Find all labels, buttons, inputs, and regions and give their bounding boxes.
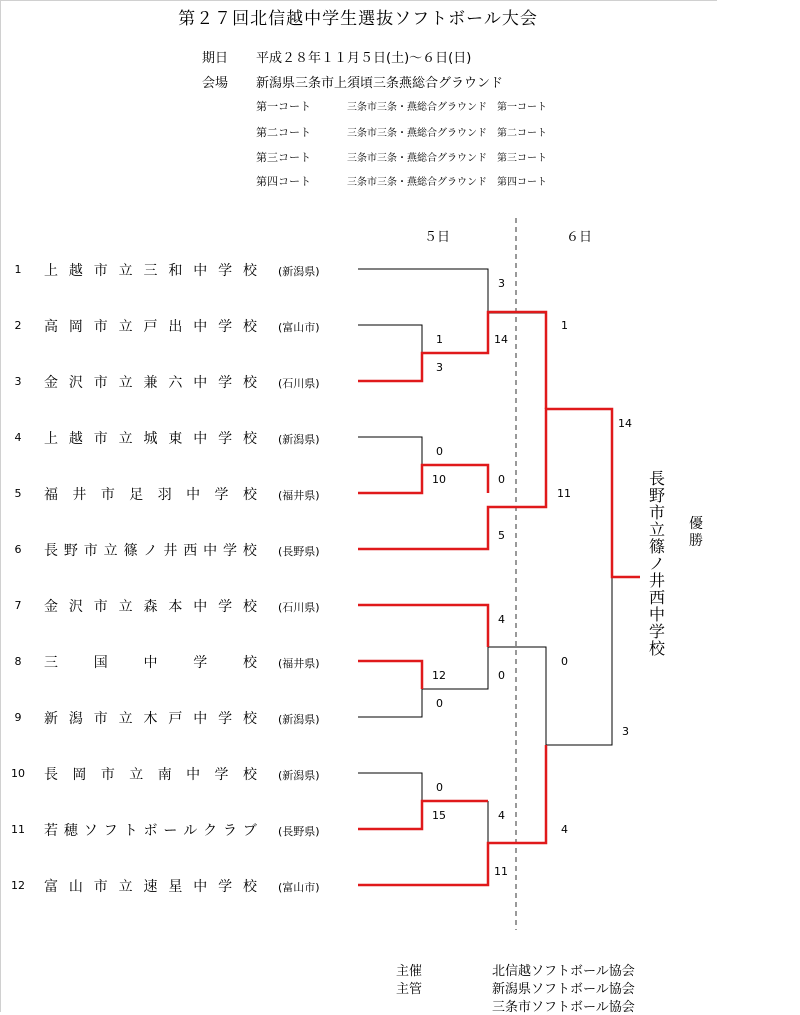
team-name: 若 穂 ソ フ ト ボ ー ル ク ラ ブ <box>44 823 257 839</box>
win-line <box>358 312 546 409</box>
score-label: 0 <box>498 473 505 486</box>
seed-number: 11 <box>11 823 25 836</box>
team-row <box>0 708 370 728</box>
champion-name: 長 野 市 立 篠 ノ 井 西 中 学 校 <box>648 469 665 658</box>
score-label: 15 <box>432 809 446 822</box>
score-label: 5 <box>498 529 505 542</box>
score-label: 0 <box>561 655 568 668</box>
seed-number: 6 <box>14 543 22 556</box>
team-row <box>0 596 370 616</box>
score-label: 4 <box>498 809 505 822</box>
champion-label: 優 勝 <box>689 516 703 549</box>
score-label: 1 <box>561 319 568 332</box>
seed-number: 10 <box>11 767 25 780</box>
team-row <box>0 820 370 840</box>
score-label: 0 <box>436 445 443 458</box>
seed-number: 8 <box>14 655 22 668</box>
score-label: 11 <box>557 487 571 500</box>
score-label: 3 <box>498 277 505 290</box>
team-name: 富 山 市 立 速 星 中 学 校 <box>44 879 257 895</box>
bracket-line <box>488 647 546 745</box>
score-label: 10 <box>432 473 446 486</box>
bracket-line <box>358 269 488 312</box>
team-row <box>0 372 370 392</box>
score-label: 3 <box>622 725 629 738</box>
team-name: 三 国 中 学 校 <box>44 655 257 671</box>
seed-number: 1 <box>14 263 22 276</box>
score-label: 0 <box>436 781 443 794</box>
team-prefecture: (新潟県) <box>278 713 320 726</box>
team-prefecture: (富山市) <box>278 881 320 894</box>
win-line <box>358 465 488 493</box>
team-prefecture: (新潟県) <box>278 769 320 782</box>
team-name: 新 潟 市 立 木 戸 中 学 校 <box>44 711 257 727</box>
seed-number: 3 <box>14 375 22 388</box>
team-name: 金 沢 市 立 兼 六 中 学 校 <box>44 375 257 391</box>
team-row <box>0 652 370 672</box>
venue-value: 新潟県三条市上須頃三条燕総合グラウンド <box>256 76 504 91</box>
team-prefecture: (新潟県) <box>278 265 320 278</box>
team-name: 長 岡 市 立 南 中 学 校 <box>44 767 257 783</box>
page-title: 第２７回北信越中学生選抜ソフトボール大会 <box>178 9 538 29</box>
bracket-line <box>546 577 612 745</box>
court-venue: 三条市三条・燕総合グラウンド 第一コート <box>347 102 547 113</box>
win-line <box>358 745 546 885</box>
team-prefecture: (富山市) <box>278 321 320 334</box>
team-row <box>0 484 370 504</box>
score-label: 4 <box>561 823 568 836</box>
team-name: 上 越 市 立 三 和 中 学 校 <box>44 263 257 279</box>
court-name: 第一コート <box>256 100 311 113</box>
team-prefecture: (長野県) <box>278 545 320 558</box>
score-label: 3 <box>436 361 443 374</box>
team-prefecture: (新潟県) <box>278 433 320 446</box>
team-prefecture: (福井県) <box>278 489 320 502</box>
team-name: 長 野 市 立 篠 ノ 井 西 中 学 校 <box>44 543 257 559</box>
score-label: 14 <box>494 333 508 346</box>
day1-header: ５日 <box>424 230 451 245</box>
court-venue: 三条市三条・燕総合グラウンド 第二コート <box>347 128 547 139</box>
court-venue: 三条市三条・燕総合グラウンド 第四コート <box>347 177 547 188</box>
win-line <box>358 801 488 829</box>
score-label: 12 <box>432 669 446 682</box>
court-name: 第三コート <box>256 151 311 164</box>
organizer-label: 主管 <box>396 982 423 997</box>
organizer-value: 北信越ソフトボール協会 <box>492 964 635 979</box>
team-name: 上 越 市 立 城 東 中 学 校 <box>44 431 257 447</box>
score-label: 0 <box>498 669 505 682</box>
team-name: 高 岡 市 立 戸 出 中 学 校 <box>44 319 257 335</box>
team-prefecture: (石川県) <box>278 377 320 390</box>
date-value: 平成２８年１１月５日(土)～６日(日) <box>256 51 472 66</box>
team-prefecture: (長野県) <box>278 825 320 838</box>
win-line <box>358 605 488 647</box>
court-venue: 三条市三条・燕総合グラウンド 第三コート <box>347 153 547 164</box>
team-prefecture: (福井県) <box>278 657 320 670</box>
organizer-value: 三条市ソフトボール協会 <box>492 1000 635 1015</box>
score-label: 1 <box>436 333 443 346</box>
organizer-label: 主催 <box>396 964 423 979</box>
seed-number: 2 <box>14 319 22 332</box>
team-row <box>0 428 370 448</box>
venue-label: 会場 <box>202 76 229 91</box>
team-row <box>0 540 370 560</box>
seed-number: 7 <box>14 599 22 612</box>
score-label: 14 <box>618 417 632 430</box>
team-name: 金 沢 市 立 森 本 中 学 校 <box>44 599 257 615</box>
team-row <box>0 316 370 336</box>
team-row <box>0 260 370 280</box>
court-name: 第四コート <box>256 175 311 188</box>
score-label: 11 <box>494 865 508 878</box>
organizer-value: 新潟県ソフトボール協会 <box>492 982 635 997</box>
team-row <box>0 764 370 784</box>
date-label: 期日 <box>202 51 229 66</box>
court-name: 第二コート <box>256 126 311 139</box>
seed-number: 12 <box>11 879 25 892</box>
bracket-line <box>488 313 546 409</box>
day2-header: ６日 <box>566 230 593 245</box>
score-label: 0 <box>436 697 443 710</box>
seed-number: 9 <box>14 711 22 724</box>
seed-number: 5 <box>14 487 22 500</box>
team-row <box>0 876 370 896</box>
seed-number: 4 <box>14 431 22 444</box>
team-prefecture: (石川県) <box>278 601 320 614</box>
team-name: 福 井 市 足 羽 中 学 校 <box>44 487 257 503</box>
score-label: 4 <box>498 613 505 626</box>
